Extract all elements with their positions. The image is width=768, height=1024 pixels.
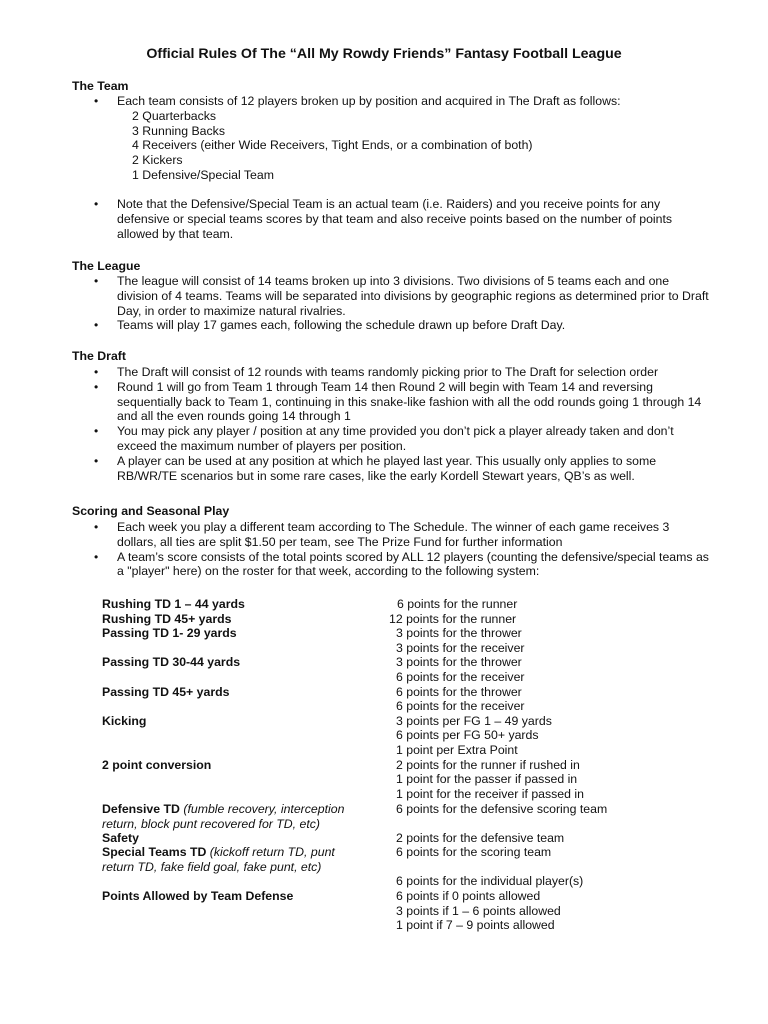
scoring-value: 6 points for the scoring team [396,845,552,859]
draft-bullet-list [72,365,712,483]
scoring-label-two-point: 2 point conversion [102,758,212,772]
draft-bullet: • Round 1 will go from Team 1 through Team 14 then Round 2 will begin with Team 14 and reversing sequentially back to Team 1, continuing in this snake-like fashion with all the odd rounds going 1 through 14 and all the even rounds going 14 through 1 [72,380,712,424]
defensive-td-note: (fumble recovery, interception return, block punt recovered for TD, etc) [102,802,345,831]
draft-bullet: • A player can be used at any position at which he played last year. This usually only applies to some RB/WR/TE scenarios but in some rare cases, like the early Kordell Stewart years, QB’s as well. [72,454,712,484]
scoring-value: 6 points for the thrower [396,685,522,699]
team-bullet-list [72,94,712,183]
defensive-td-label: Defensive TD [102,802,180,816]
scoring-value: 3 points for the thrower [396,626,522,640]
special-teams-td-label: Special Teams TD [102,845,207,859]
team-intro-text: • Each team consists of 12 players broken up by position and acquired in The Draft as follows: [117,94,621,108]
scoring-label-kicking: Kicking [102,714,147,728]
scoring-value: 3 points if 1 – 6 points allowed [396,904,561,918]
scoring-value: 6 points for the runner [397,597,518,611]
league-bullet-list [72,274,712,333]
special-teams-td-note: (kickoff return TD, punt return TD, fake field goal, fake punt, etc) [102,845,335,874]
scoring-label-defensive-td [102,802,362,832]
document-title: Official Rules Of The “All My Rowdy Friends” Fantasy Football League [146,46,622,62]
section-heading-team: The Team [72,79,129,93]
scoring-label-points-allowed: Points Allowed by Team Defense [102,889,294,903]
scoring-label-pass-45: Passing TD 45+ yards [102,685,230,699]
position-item: 2 Kickers [132,153,183,168]
scoring-value: 6 points for the receiver [396,699,525,713]
section-heading-draft: The Draft [72,349,126,363]
scoring-value: 2 points for the runner if rushed in [396,758,580,772]
position-item: 3 Running Backs [132,123,225,138]
scoring-value: 3 points for the receiver [396,641,525,655]
section-heading-league: The League [72,259,141,273]
team-bullet-intro [72,94,712,183]
scoring-bullet: • Each week you play a different team according to The Schedule. The winner of each game receives 3 dollars, all ties are split $1.50 per team, see The Prize Fund for further information [72,520,712,550]
scoring-label-rush-45: Rushing TD 45+ yards [102,612,232,626]
scoring-value: 6 points for the receiver [396,670,525,684]
draft-bullet: • The Draft will consist of 12 rounds with teams randomly picking prior to The Draft for selection order [72,365,712,380]
team-note-list [72,197,712,241]
scoring-value: 6 points for the individual player(s) [396,874,584,888]
team-bullet-note: • Note that the Defensive/Special Team is an actual team (i.e. Raiders) and you receive points for any defensive or special teams scores by that team and also receive points based on the number of points allowed by that team. [72,197,712,241]
scoring-label-pass-30-44: Passing TD 30-44 yards [102,655,241,669]
scoring-value: 6 points if 0 points allowed [396,889,541,903]
scoring-value: 3 points for the thrower [396,655,522,669]
scoring-label-special-teams-td [102,845,362,875]
position-item: 4 Receivers (either Wide Receivers, Tight Ends, or a combination of both) [132,138,533,153]
scoring-value: 6 points for the defensive scoring team [396,802,608,816]
scoring-value: 1 point per Extra Point [396,743,518,757]
scoring-bullet-list [72,520,712,579]
scoring-bullet: • A team’s score consists of the total points scored by ALL 12 players (counting the defensive/special teams as a "player" here) on the roster for that week, according to the following system: [72,550,712,580]
scoring-value: 12 points for the runner [389,612,517,626]
league-bullet: • Teams will play 17 games each, following the schedule drawn up before Draft Day. [72,318,712,333]
team-position-list [117,109,712,183]
scoring-value: 3 points per FG 1 – 49 yards [396,714,552,728]
scoring-value: 1 point for the passer if passed in [396,772,578,786]
scoring-value: 6 points per FG 50+ yards [396,728,539,742]
scoring-label-rush-1-44: Rushing TD 1 – 44 yards [102,597,245,611]
scoring-label-pass-1-29: Passing TD 1- 29 yards [102,626,237,640]
scoring-label-safety: Safety [102,831,139,845]
section-heading-scoring: Scoring and Seasonal Play [72,504,230,518]
scoring-value: 1 point for the receiver if passed in [396,787,584,801]
position-item: 2 Quarterbacks [132,108,217,123]
draft-bullet: • You may pick any player / position at any time provided you don’t pick a player already taken and don’t exceed the maximum number of players per position. [72,424,712,454]
position-item: 1 Defensive/Special Team [132,167,274,182]
scoring-value: 1 point if 7 – 9 points allowed [396,918,555,932]
league-bullet: • The league will consist of 14 teams broken up into 3 divisions. Two divisions of 5 teams each and one division of 4 teams. Teams will be separated into divisions by geographic regions as determined prior to Draft Day, in order to maximize natural rivalries. [72,274,712,318]
scoring-value: 2 points for the defensive team [396,831,565,845]
